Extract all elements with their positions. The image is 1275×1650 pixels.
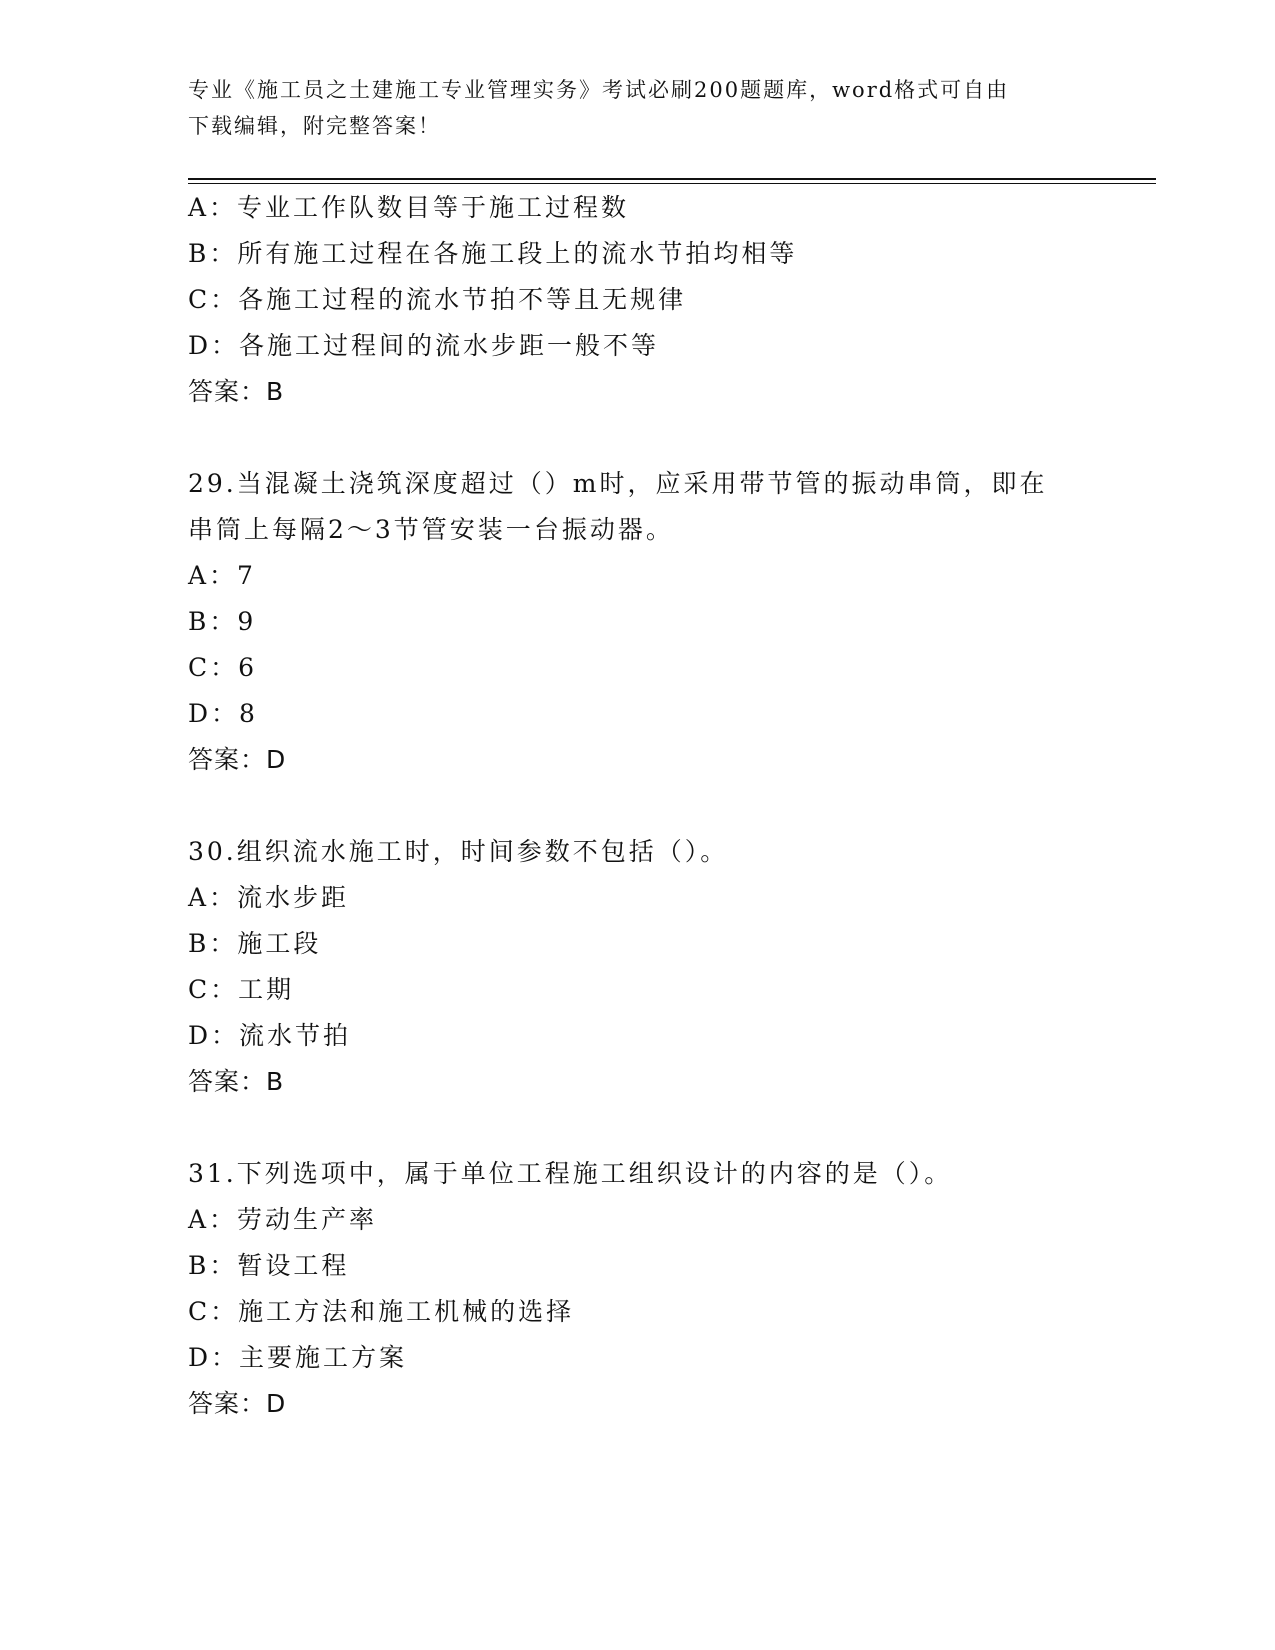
option-b: B：暂设工程 [188,1251,350,1280]
answer-line: 答案：D [188,745,287,774]
spacer [188,783,1088,829]
option-d: D：各施工过程间的流水步距一般不等 [188,331,660,360]
question-30 [188,829,1088,1105]
option-d: D：流水节拍 [188,1021,352,1050]
option-c: C：6 [188,653,258,682]
option-d: D：主要施工方案 [188,1343,408,1372]
question-stem-line-1: 30.组织流水施工时，时间参数不包括（）。 [188,837,729,866]
option-a: A：专业工作队数目等于施工过程数 [188,193,630,222]
answer-line: 答案：B [188,1067,285,1096]
header-divider-thin [188,183,1156,184]
question-29 [188,461,1088,783]
question-stem [188,461,1088,553]
option-a: A：7 [188,561,256,590]
question-list [188,185,1088,1427]
question-31 [188,1151,1088,1427]
answer-line: 答案：B [188,377,285,406]
question-stem-line-2: 串筒上每隔2～3节管安装一台振动器。 [188,515,674,544]
question-stem [188,829,1088,875]
option-d: D：8 [188,699,258,728]
answer-line: 答案：D [188,1389,287,1418]
option-b: B：所有施工过程在各施工段上的流水节拍均相等 [188,239,798,268]
spacer [188,415,1088,461]
header-title-line-1: 专业《施工员之土建施工专业管理实务》考试必刷200题题库，word格式可自由 [188,78,1010,102]
document-header [188,72,1088,144]
header-divider-thick [188,178,1156,180]
option-c: C：工期 [188,975,295,1004]
option-b: B：9 [188,607,257,636]
question-stem-line-1: 31.下列选项中，属于单位工程施工组织设计的内容的是（）。 [188,1159,953,1188]
option-a: A：流水步距 [188,883,350,912]
option-b: B：施工段 [188,929,322,958]
option-c: C：施工方法和施工机械的选择 [188,1297,575,1326]
option-c: C：各施工过程的流水节拍不等且无规律 [188,285,687,314]
header-title-line-2: 下载编辑，附完整答案！ [188,114,441,138]
question-28-continued [188,185,1088,415]
question-stem [188,1151,1088,1197]
question-stem-line-1: 29.当混凝土浇筑深度超过（）m时，应采用带节管的振动串筒，即在 [188,469,1048,498]
option-a: A：劳动生产率 [188,1205,378,1234]
spacer [188,1105,1088,1151]
